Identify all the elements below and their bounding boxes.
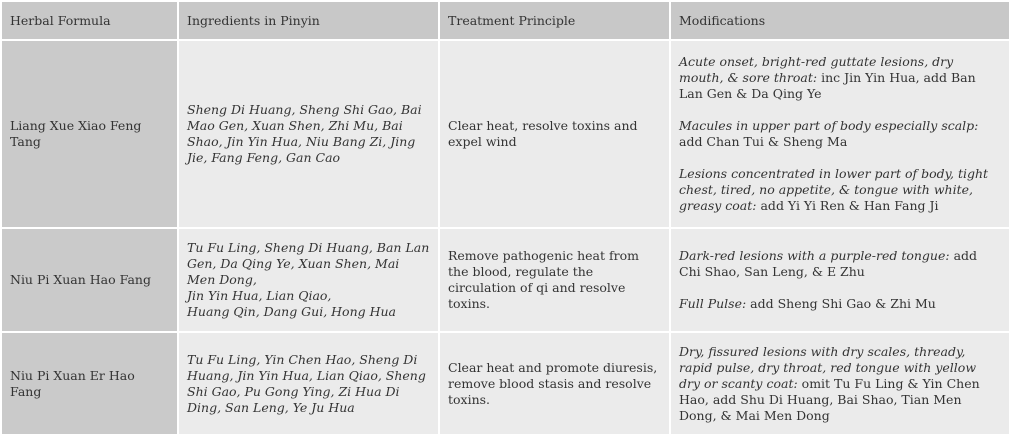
ingredients-text: Tu Fu Ling, Yin Chen Hao, Sheng Di Huang, Jin Yin Hua, Lian Qiao, Sheng Shi Gao, Pu Gong Ying, Zi Hua Di Ding, San Leng, Ye Ju Hua — [187, 351, 426, 415]
ingredients-text: Huang Qin, Dang Gui, Hong Hua — [187, 304, 397, 319]
modification-action: add Chan Tui & Sheng Ma — [679, 134, 848, 149]
ingredients-cell — [179, 333, 438, 434]
modification-condition: Dry, fissured lesions with dry scales, thready, rapid pulse, dry throat, red tongue with yellow dry or scanty coat: — [679, 343, 977, 391]
modification-action: add Yi Yi Ren & Han Fang Ji — [760, 198, 939, 213]
modification-item — [679, 54, 1001, 102]
modification-item — [679, 118, 1001, 150]
modifications-cell — [671, 41, 1009, 227]
treatment-principle-cell: Remove pathogenic heat from the blood, regulate the circulation of qi and resolve toxins. — [440, 229, 669, 331]
treatment-principle-cell: Clear heat and promote diuresis, remove blood stasis and resolve toxins. — [440, 333, 669, 434]
ingredients-cell — [179, 229, 438, 331]
modification-action: inc Jin Yin Hua, add Ban Lan Gen & Da Qing Ye — [679, 70, 976, 101]
ingredients-text: Tu Fu Ling, Sheng Di Huang, Ban Lan Gen, Da Qing Ye, Xuan Shen, Mai Men Dong, — [187, 240, 430, 287]
header-modifications: Modifications — [671, 2, 1009, 39]
formula-name: Niu Pi Xuan Er Hao Fang — [2, 333, 177, 434]
modification-condition: Lesions concentrated in lower part of body, tight chest, tired, no appetite, & tongue with white, greasy coat: — [679, 166, 989, 213]
table-row — [2, 333, 1009, 434]
modification-action: add Chi Shao, San Leng, & E Zhu — [679, 248, 978, 279]
modification-action: omit Tu Fu Ling & Yin Chen Hao, add Shu Di Huang, Bai Shao, Tian Men Dong, & Mai Men Dong — [679, 375, 980, 423]
header-row — [2, 2, 1009, 39]
formula-name: Niu Pi Xuan Hao Fang — [2, 229, 177, 331]
header-treatment-principle: Treatment Principle — [440, 2, 669, 39]
ingredients-text: Jin Yin Hua, Lian Qiao, — [187, 288, 332, 303]
ingredients-cell — [179, 41, 438, 227]
header-herbal-formula: Herbal Formula — [2, 2, 177, 39]
ingredients-text: Sheng Di Huang, Sheng Shi Gao, Bai Mao Gen, Xuan Shen, Zhi Mu, Bai Shao, Jin Yin Hua, Niu Bang Zi, Jing Jie, Fang Feng, Gan Cao — [187, 102, 422, 165]
treatment-principle-cell: Clear heat, resolve toxins and expel wind — [440, 41, 669, 227]
modification-action: add Sheng Shi Gao & Zhi Mu — [750, 296, 936, 311]
table-row — [2, 229, 1009, 331]
modification-condition: Macules in upper part of body especially scalp: — [679, 118, 979, 133]
modification-item — [679, 296, 1001, 312]
formula-name: Liang Xue Xiao Feng Tang — [2, 41, 177, 227]
modification-condition: Full Pulse: — [679, 296, 747, 311]
table-row — [2, 41, 1009, 227]
modifications-cell — [671, 333, 1009, 434]
modification-condition: Dark-red lesions with a purple-red tongue: — [679, 248, 950, 263]
modification-item — [679, 344, 1001, 424]
modification-condition: Acute onset, bright-red guttate lesions, dry mouth, & sore throat: — [679, 54, 954, 85]
modifications-cell — [671, 229, 1009, 331]
modification-item — [679, 248, 1001, 280]
header-ingredients: Ingredients in Pinyin — [179, 2, 438, 39]
modification-item — [679, 166, 1001, 214]
